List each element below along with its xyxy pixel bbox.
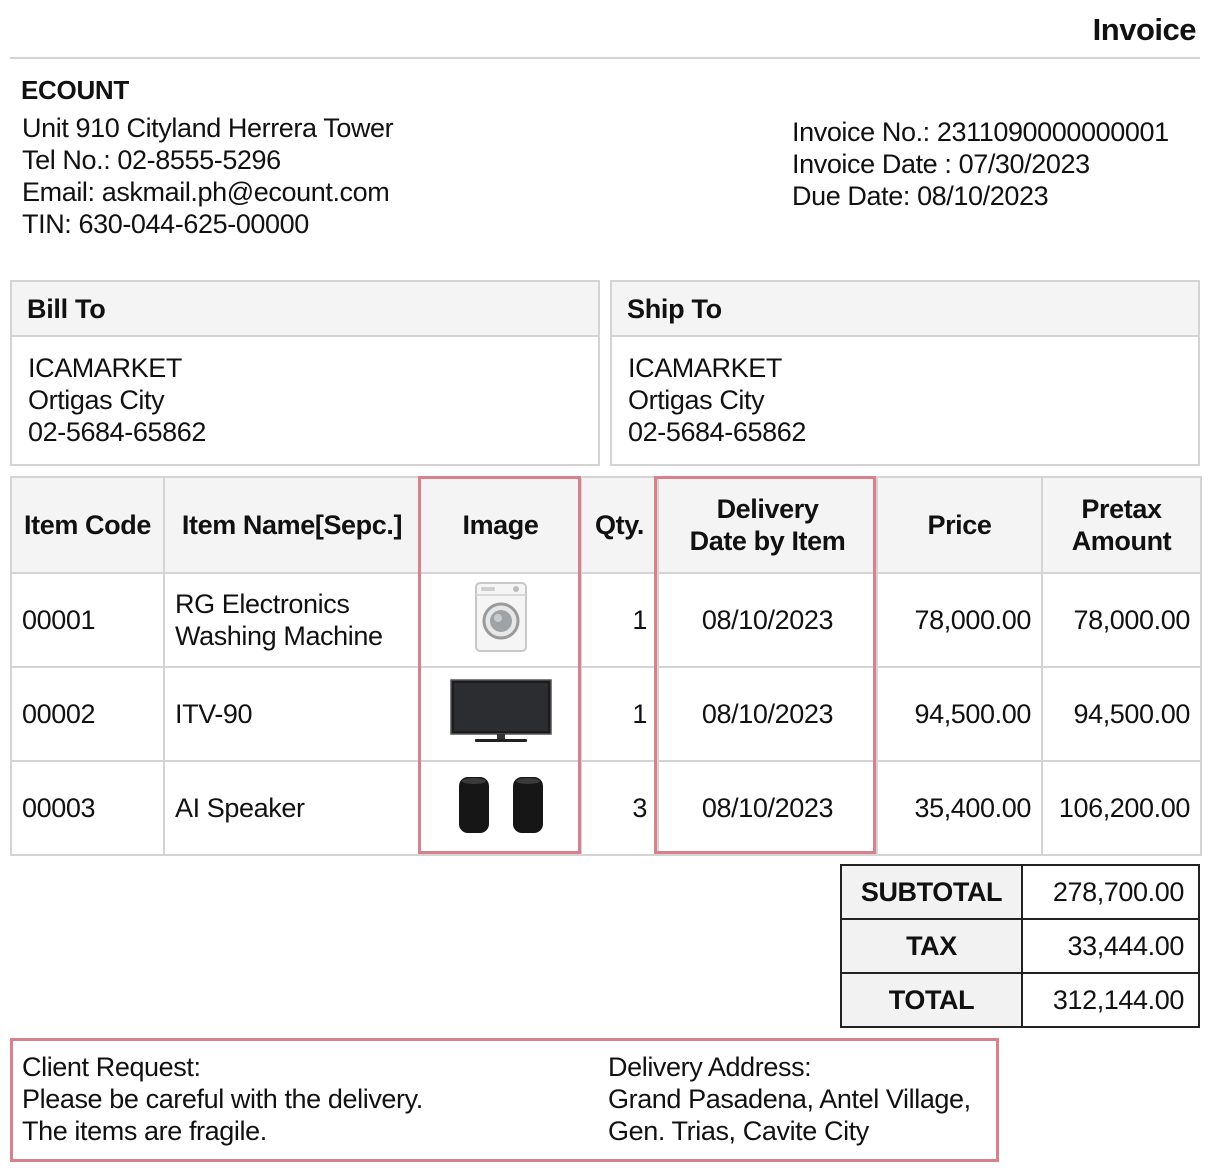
invoice-meta [792,116,1169,212]
header-qty: Qty. [581,477,658,573]
bill-to-phone: 02-5684-65862 [28,417,206,447]
item-delivery-date: 08/10/2023 [658,573,877,667]
company-tel: Tel No.: 02-8555-5296 [22,145,281,175]
company-email: Email: askmail.ph@ecount.com [22,177,390,207]
bill-to-heading: Bill To [12,282,598,337]
ship-to-name: ICAMARKET [628,353,782,383]
item-amount: 94,500.00 [1042,667,1201,761]
washing-machine-icon [474,581,528,653]
item-code: 00002 [11,667,164,761]
table-header-row [11,477,1201,573]
invoice-due-date: Due Date: 08/10/2023 [792,181,1049,211]
item-qty: 1 [581,573,658,667]
tax-label: TAX [841,919,1022,973]
item-code: 00003 [11,761,164,855]
client-request-line: Please be careful with the delivery. [22,1084,423,1114]
totals-table [840,864,1200,1028]
item-image [420,667,581,761]
item-price: 35,400.00 [877,761,1042,855]
subtotal-row [841,865,1199,919]
client-request-label: Client Request: [22,1052,201,1082]
item-delivery-date: 08/10/2023 [658,761,877,855]
item-qty: 1 [581,667,658,761]
speaker-icon [451,775,551,835]
bill-to-city: Ortigas City [28,385,165,415]
tax-row [841,919,1199,973]
item-amount: 78,000.00 [1042,573,1201,667]
subtotal-value: 278,700.00 [1022,865,1199,919]
item-name: AI Speaker [164,761,420,855]
delivery-address-label: Delivery Address: [608,1052,812,1082]
item-code: 00001 [11,573,164,667]
invoice-date: Invoice Date : 07/30/2023 [792,149,1090,179]
item-qty: 3 [581,761,658,855]
total-value: 312,144.00 [1022,973,1199,1027]
total-label: TOTAL [841,973,1022,1027]
client-request-line: The items are fragile. [22,1116,267,1146]
company-info [22,74,393,240]
delivery-address-line: Gen. Trias, Cavite City [608,1116,869,1146]
title-divider [10,57,1200,59]
tax-value: 33,444.00 [1022,919,1199,973]
item-price: 94,500.00 [877,667,1042,761]
notes-box [10,1038,999,1162]
ship-to-box [610,280,1200,466]
delivery-address-line: Grand Pasadena, Antel Village, [608,1084,971,1114]
client-request [22,1051,423,1147]
item-delivery-date: 08/10/2023 [658,667,877,761]
table-row [11,761,1201,855]
header-price: Price [877,477,1042,573]
item-name: RG Electronics Washing Machine [164,573,420,667]
table-row [11,573,1201,667]
delivery-address [608,1051,971,1147]
subtotal-label: SUBTOTAL [841,865,1022,919]
item-image [420,761,581,855]
header-image: Image [420,477,581,573]
television-icon [449,677,553,745]
item-image [420,573,581,667]
invoice-title: Invoice [1092,12,1196,47]
ship-to-heading: Ship To [612,282,1198,337]
table-row [11,667,1201,761]
items-table [10,476,1202,856]
ship-to-city: Ortigas City [628,385,765,415]
item-amount: 106,200.00 [1042,761,1201,855]
ship-to-phone: 02-5684-65862 [628,417,806,447]
bill-to-name: ICAMARKET [28,353,182,383]
header-pretax-amount: Pretax Amount [1042,477,1201,573]
header-item-code: Item Code [11,477,164,573]
header-delivery-date: Delivery Date by Item [658,477,877,573]
header-item-name: Item Name[Sepc.] [164,477,420,573]
invoice-number: Invoice No.: 2311090000000001 [792,117,1169,147]
bill-to-box [10,280,600,466]
total-row [841,973,1199,1027]
company-tin: TIN: 630-044-625-00000 [22,209,309,239]
company-name: ECOUNT [21,75,129,105]
item-name: ITV-90 [164,667,420,761]
item-price: 78,000.00 [877,573,1042,667]
company-address: Unit 910 Cityland Herrera Tower [22,113,394,143]
